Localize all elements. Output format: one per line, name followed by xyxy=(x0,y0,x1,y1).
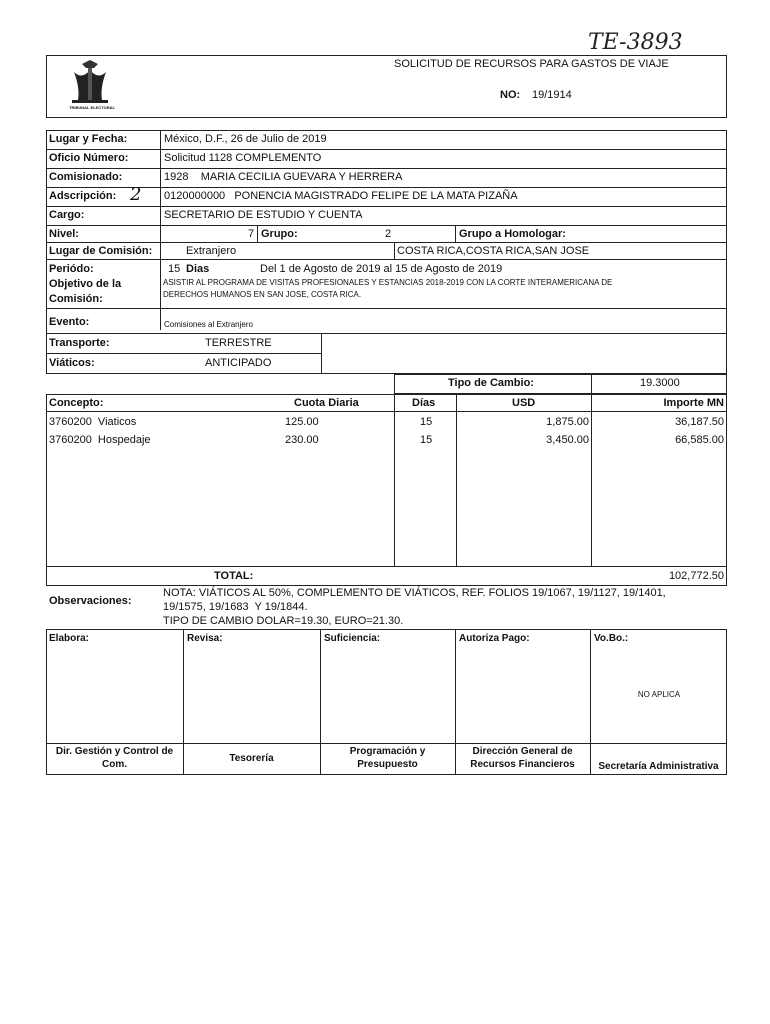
suficiencia-label: Suficiencia: xyxy=(324,633,381,644)
objetivo-label-2: Comisión: xyxy=(49,293,103,305)
observaciones-line-1: NOTA: VIÁTICOS AL 50%, COMPLEMENTO DE VIÁTICOS, REF. FOLIOS 19/1067, 19/1127, 19/1401, xyxy=(163,587,666,599)
lugar-comision-value: Extranjero xyxy=(186,245,237,257)
table-row xyxy=(49,416,136,428)
adscripcion-handwritten-mark: 2 xyxy=(130,184,142,205)
lugar-fecha-value: México, D.F., 26 de Julio de 2019 xyxy=(164,133,327,145)
periodo-dias: 15 xyxy=(168,263,181,275)
tipo-cambio-value: 19.3000 xyxy=(640,377,680,389)
col-importe-mn: Importe MN xyxy=(663,397,724,409)
tipo-cambio-label: Tipo de Cambio: xyxy=(448,377,534,389)
nivel-value: 7 xyxy=(248,228,255,240)
row-concepto: 3760200 Viaticos xyxy=(49,416,137,428)
vobo-label: Vo.Bo.: xyxy=(594,633,629,644)
row-concepto: 3760200 Hospedaje xyxy=(49,434,151,446)
footer-dir-gestion-2: Com. xyxy=(102,759,127,770)
destino-value: COSTA RICA,COSTA RICA,SAN JOSE xyxy=(397,245,590,257)
viaticos-label: Viáticos: xyxy=(49,357,95,369)
oficio-label: Oficio Número: xyxy=(49,152,129,164)
comisionado-label: Comisionado: xyxy=(49,171,123,183)
transporte-value: TERRESTRE xyxy=(205,337,272,349)
transporte-label: Transporte: xyxy=(49,337,110,349)
revisa-label: Revisa: xyxy=(187,633,223,644)
total-value: 102,772.50 xyxy=(668,570,724,582)
observaciones-line-2: 19/1575, 19/1683 Y 19/1844. xyxy=(163,601,308,613)
observaciones-line-3: TIPO DE CAMBIO DOLAR=19.30, EURO=21.30. xyxy=(163,615,404,627)
row-usd: 1,875.00 xyxy=(546,416,589,428)
table-row xyxy=(49,434,151,446)
row-usd: 3,450.00 xyxy=(546,434,589,446)
viaticos-value: ANTICIPADO xyxy=(205,357,272,369)
evento-label: Evento: xyxy=(49,316,90,328)
periodo-dias-label: Dias xyxy=(186,263,210,275)
footer-dir-gestion-1: Dir. Gestión y Control de xyxy=(55,746,174,757)
total-label: TOTAL: xyxy=(214,570,254,582)
logo-text: TRIBUNAL ELECTORAL xyxy=(69,105,115,110)
handwritten-reference: TE-3893 xyxy=(588,30,683,55)
form-title: SOLICITUD DE RECURSOS PARA GASTOS DE VIAJE xyxy=(394,58,669,70)
row-dias: 15 xyxy=(420,416,433,428)
elabora-label: Elabora: xyxy=(49,633,90,644)
col-concepto: Concepto: xyxy=(49,397,104,409)
row-mn: 36,187.50 xyxy=(675,416,724,428)
periodo-label: Periódo: xyxy=(49,263,94,275)
evento-value: Comisiones al Extranjero xyxy=(164,320,253,329)
autoriza-label: Autoriza Pago: xyxy=(459,633,530,644)
oficio-value: Solicitud 1128 COMPLEMENTO xyxy=(164,152,322,164)
col-cuota-diaria: Cuota Diaria xyxy=(294,397,359,409)
cargo-value: SECRETARIO DE ESTUDIO Y CUENTA xyxy=(164,209,363,221)
objetivo-line-1: ASISTIR AL PROGRAMA DE VISITAS PROFESIONALES Y ESTANCIAS 2018-2019 CON LA CORTE INTERAMERICANA DE xyxy=(163,278,613,287)
col-usd: USD xyxy=(512,397,536,409)
lugar-comision-label: Lugar de Comisión: xyxy=(49,245,153,257)
grupo-value: 2 xyxy=(385,228,392,240)
adscripcion-value: 0120000000 PONENCIA MAGISTRADO FELIPE DE LA MATA PIZAÑA xyxy=(164,190,518,202)
row-cuota: 125.00 xyxy=(285,416,319,428)
grupo-homologar-label: Grupo a Homologar: xyxy=(459,228,566,240)
nivel-label: Nivel: xyxy=(49,228,79,240)
objetivo-label-1: Objetivo de la xyxy=(49,278,122,290)
footer-programacion-1: Programación y xyxy=(349,746,426,757)
observaciones-label: Observaciones: xyxy=(49,595,132,607)
row-cuota: 230.00 xyxy=(285,434,319,446)
logo xyxy=(60,58,120,116)
no-aplica: NO APLICA xyxy=(637,690,681,699)
footer-dgrf-1: Dirección General de xyxy=(472,746,573,757)
request-number-label: NO: xyxy=(500,89,521,101)
footer-tesoreria: Tesorería xyxy=(229,753,274,764)
row-mn: 66,585.00 xyxy=(675,434,724,446)
comisionado-value: 1928 MARIA CECILIA GUEVARA Y HERRERA xyxy=(164,171,403,183)
cargo-label: Cargo: xyxy=(49,209,85,221)
footer-secretaria: Secretaría Administrativa xyxy=(598,761,719,772)
col-dias: Días xyxy=(412,397,436,409)
footer-programacion-2: Presupuesto xyxy=(357,759,418,770)
adscripcion-label: Adscripción: xyxy=(49,190,117,202)
objetivo-line-2: DERECHOS HUMANOS EN SAN JOSE, COSTA RICA. xyxy=(163,290,362,299)
footer-dgrf-2: Recursos Financieros xyxy=(470,759,575,770)
grupo-label: Grupo: xyxy=(261,228,298,240)
lugar-fecha-label: Lugar y Fecha: xyxy=(49,133,128,145)
periodo-value: Del 1 de Agosto de 2019 al 15 de Agosto de 2019 xyxy=(260,263,503,275)
row-dias: 15 xyxy=(420,434,433,446)
request-number: 19/1914 xyxy=(532,89,572,101)
